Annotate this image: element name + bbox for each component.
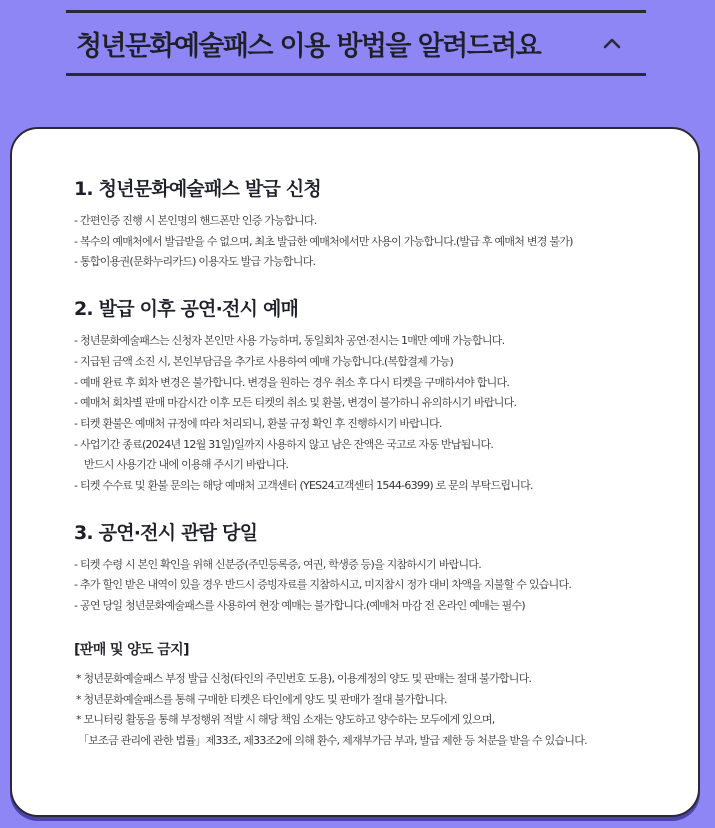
list-item: - 통합이용권(문화누리카드) 이용자도 발급 가능합니다. bbox=[74, 255, 316, 269]
list-item: - 공연 당일 청년문화예술패스를 사용하여 현장 예매는 불가합니다.(예매처 마감 전 온라인 예매는 필수) bbox=[74, 599, 525, 613]
list-item: - 티켓 환불은 예매처 규정에 따라 처리되니, 환불 규정 확인 후 진행하시기 바랍니다. bbox=[74, 416, 442, 430]
notice-items bbox=[74, 669, 684, 752]
list-item: - 지급된 금액 소진 시, 본인부담금을 추가로 사용하여 예매 가능합니다.(복합결제 가능) bbox=[74, 354, 454, 368]
list-item: - 예매 완료 후 회차 변경은 불가합니다. 변경을 원하는 경우 취소 후 다시 티켓을 구매하셔야 합니다. bbox=[74, 375, 510, 389]
list-item: - 예매처 회차별 판매 마감시간 이후 모든 티켓의 취소 및 환불, 변경이 불가하니 유의하시기 바랍니다. bbox=[74, 396, 517, 410]
chevron-up-icon[interactable] bbox=[600, 31, 624, 55]
content-card bbox=[10, 127, 700, 817]
list-item: - 티켓 수수료 및 환불 문의는 해당 예매처 고객센터 (YES24고객센터 1544-6399) 로 문의 부탁드립니다. bbox=[74, 479, 533, 493]
list-item: 「보조금 관리에 관한 법률」제33조, 제33조2에 의해 환수, 제재부가금 부과, 발급 제한 등 처분을 받을 수 있습니다. bbox=[78, 733, 587, 747]
section-items bbox=[74, 211, 684, 273]
section-title: 2. 발급 이후 공연·전시 예매 bbox=[74, 298, 299, 321]
list-item: 반드시 사용기간 내에 이용해 주시기 바랍니다. bbox=[84, 458, 289, 472]
list-item: * 청년문화예술패스 부정 발급 신청(타인의 주민번호 도용), 이용계정의 양도 및 판매는 절대 불가합니다. bbox=[76, 671, 532, 685]
section-viewing-day bbox=[74, 518, 684, 617]
list-item: * 청년문화예술패스를 통해 구매한 티켓은 타인에게 양도 및 판매가 절대 불가합니다. bbox=[76, 692, 447, 706]
list-item: - 사업기간 종료(2024년 12월 31일)일까지 사용하지 않고 남은 잔액은 국고로 자동 반납됩니다. bbox=[74, 437, 494, 451]
section-booking bbox=[74, 294, 684, 497]
list-item: - 복수의 예매처에서 발급받을 수 없으며, 최초 발급한 예매처에서만 사용이 가능합니다.(발급 후 예매처 변경 불가) bbox=[74, 234, 573, 248]
accordion-title: 청년문화예술패스 이용 방법을 알려드려요 bbox=[76, 30, 541, 62]
section-issue bbox=[74, 174, 684, 273]
guide-sections bbox=[74, 174, 684, 752]
list-item: * 모니터링 활동을 통해 부정행위 적발 시 해당 책임 소재는 양도하고 양수하는 모두에게 있으며, bbox=[76, 713, 495, 727]
notice-title: [판매 및 양도 금지] bbox=[74, 641, 189, 658]
section-items bbox=[74, 555, 684, 617]
list-item: - 청년문화예술패스는 신청자 본인만 사용 가능하며, 동일회차 공연·전시는 1매만 예매 가능합니다. bbox=[74, 334, 505, 348]
section-items bbox=[74, 331, 684, 497]
list-item: - 간편인증 진행 시 본인명의 핸드폰만 인증 가능합니다. bbox=[74, 214, 317, 227]
accordion-header[interactable] bbox=[66, 10, 646, 76]
section-title: 1. 청년문화예술패스 발급 신청 bbox=[74, 178, 321, 200]
section-title: 3. 공연·전시 관람 당일 bbox=[74, 521, 258, 544]
list-item: - 추가 할인 받은 내역이 있을 경우 반드시 증빙자료를 지참하시고, 미지참시 정가 대비 차액을 지불할 수 있습니다. bbox=[74, 578, 572, 592]
list-item: - 티켓 수령 시 본인 확인을 위해 신분증(주민등록증, 여권, 학생증 등)을 지참하시기 바랍니다. bbox=[74, 557, 482, 571]
notice-section bbox=[74, 639, 684, 752]
